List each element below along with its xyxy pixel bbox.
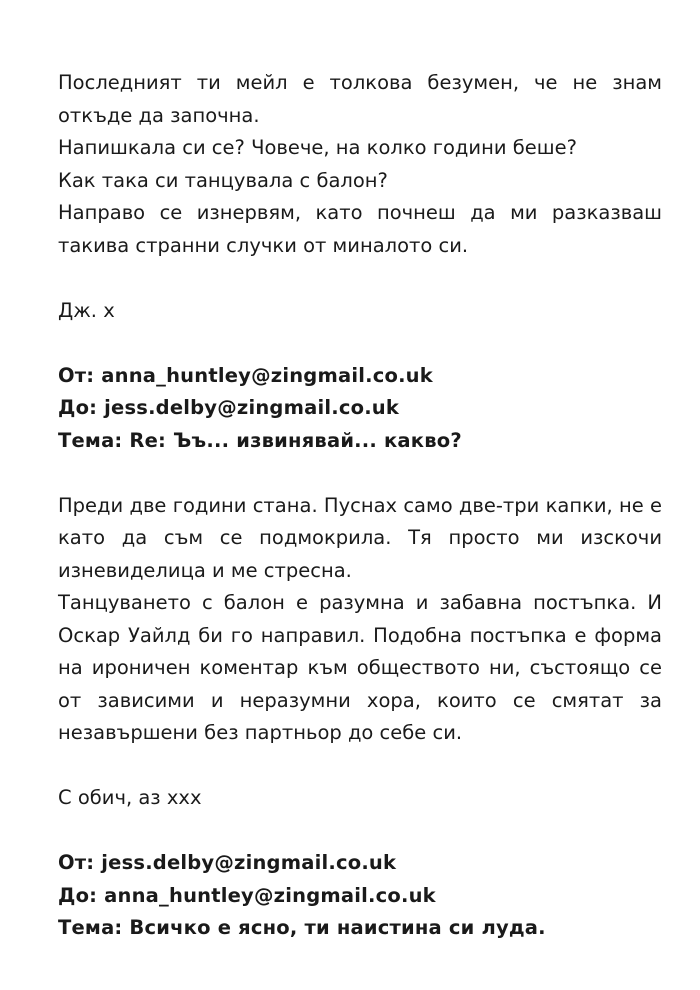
email2-from-line: От: anna_huntley@zingmail.co.uk <box>58 363 433 387</box>
email2-paragraph-2: Танцуването с балон е разумна и забавна постъпка. И Оскар Уайлд би го направил. Подобна постъпка е форма на ироничен коментар към обществото ни, състоящо се от зависими и неразумни хора, които се смятат за незавършени без партньор до себе си. <box>58 591 662 744</box>
email2-to-line: До: jess.delby@zingmail.co.uk <box>58 396 400 419</box>
spacer <box>58 327 662 360</box>
email1-paragraph-4: Направо се изнервям, като почнеш да ми разказваш такива странни случки от миналото си. <box>58 201 662 257</box>
spacer <box>58 815 662 848</box>
email3-to-line: До: anna_huntley@zingmail.co.uk <box>58 883 436 907</box>
email1-paragraph-2: Напишкала си се? Човече, на колко години беше? <box>58 136 577 159</box>
email1-signature: Дж. х <box>58 298 115 322</box>
email1-paragraph-1: Последният ти мейл е толкова безумен, че не знам откъде да започна. <box>58 71 662 127</box>
email1-paragraph-3: Как така си танцувала с балон? <box>58 168 388 192</box>
spacer <box>58 262 662 295</box>
document-page <box>58 67 662 945</box>
spacer <box>58 750 662 783</box>
email3-subject-line: Тема: Всичко е ясно, ти наистина си луда. <box>58 916 546 939</box>
email2-paragraph-1: Преди две години стана. Пуснах само две-три капки, не е като да съм се подмокрила. Тя просто ми изскочи изневиделица и ме стресна. <box>58 493 662 582</box>
email2-signature: С обич, аз ххх <box>58 786 202 809</box>
email2-subject-line: Тема: Re: Ъъ... извинявай... какво? <box>58 428 462 452</box>
email3-from-line: От: jess.delby@zingmail.co.uk <box>58 851 397 874</box>
spacer <box>58 457 662 490</box>
